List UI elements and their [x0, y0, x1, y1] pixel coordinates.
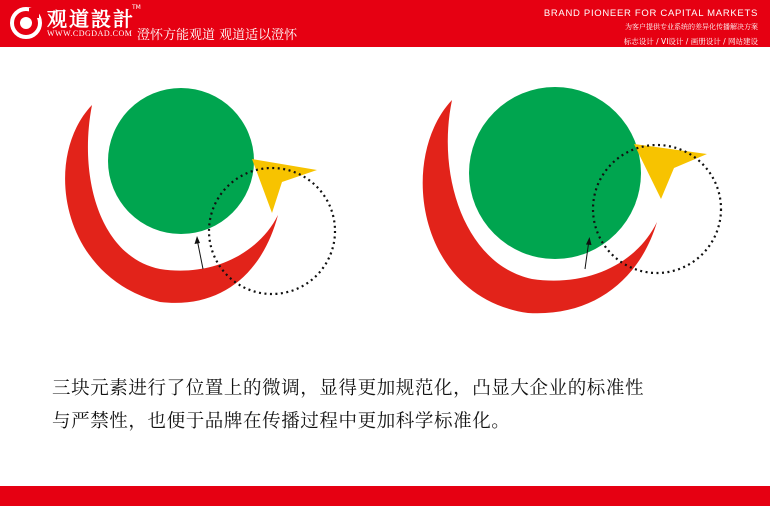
green-circle-shape — [469, 87, 641, 259]
logo-after — [423, 87, 721, 313]
pointer-arrow-head — [195, 236, 201, 244]
services-list: 标志设计 / VI设计 / 画册设计 / 网站建设 — [623, 37, 758, 46]
description-line-1: 三块元素进行了位置上的微调，显得更加规范化，凸显大企业的标准性 — [52, 378, 645, 399]
description-line-2: 与严禁性，也便于品牌在传播过程中更加科学标准化。 — [52, 411, 511, 432]
brand-name: 观道設計 — [47, 7, 135, 31]
brand-url: WWW.CDGDAD.COM — [47, 29, 133, 38]
yellow-arrow-shape — [252, 159, 317, 213]
tagline-en: BRAND PIONEER FOR CAPITAL MARKETS — [543, 8, 758, 19]
pointer-arrow-line — [197, 239, 203, 269]
slogan: 澄怀方能观道 观道适以澄怀 — [137, 28, 298, 43]
yellow-arrow-shape — [634, 144, 707, 199]
tagline-cn: 为客户提供专业系统的差异化传播解决方案 — [625, 23, 758, 31]
logo-before — [65, 88, 335, 303]
brand-logo-icon — [9, 6, 43, 40]
header-right-block — [544, 8, 758, 47]
trademark-mark: TM — [132, 4, 141, 11]
logo-comparison-illustration — [0, 47, 770, 347]
footer-bar — [0, 486, 770, 506]
green-circle-shape — [108, 88, 254, 234]
description-text — [52, 372, 752, 438]
header-bar — [0, 0, 770, 47]
